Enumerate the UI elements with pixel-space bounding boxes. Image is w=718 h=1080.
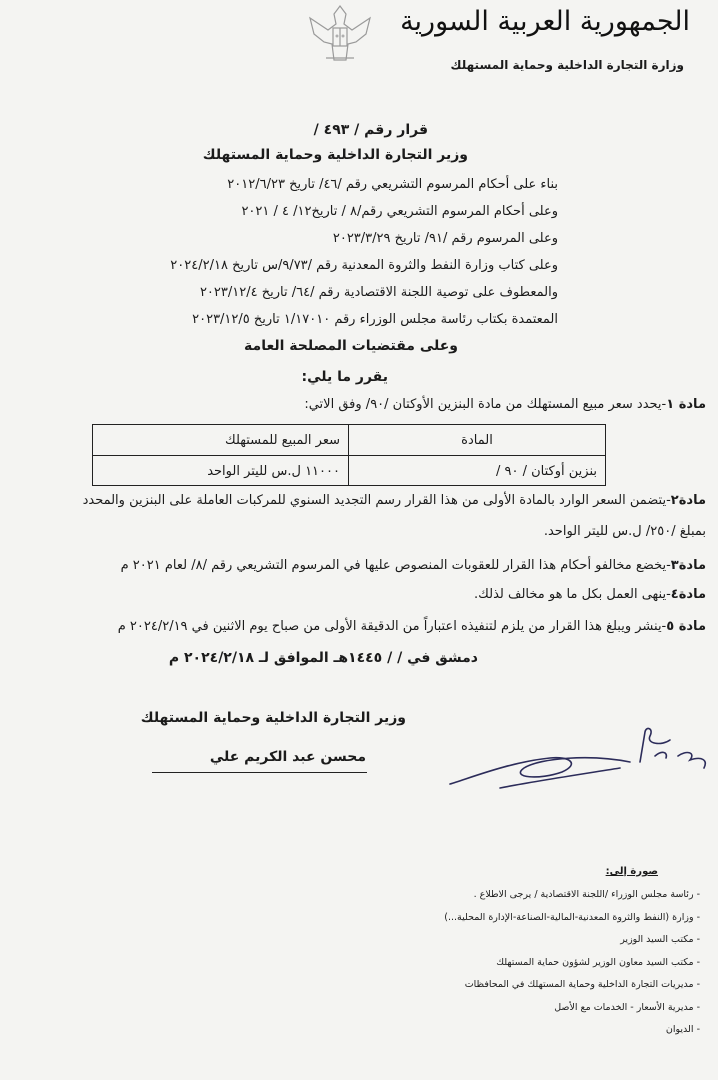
article-2-text: -يتضمن السعر الوارد بالمادة الأولى من هذا القرار رسم التجديد السنوي للمركبات العاملة على البنزين والمحدد [82,493,671,508]
ministry-heading: وزارة التجارة الداخلية وحماية المستهلك [450,58,684,72]
decision-issuer: وزير التجارة الداخلية وحماية المستهلك [202,147,468,163]
article-1 [304,397,706,412]
table-cell-price: ١١٠٠٠ ل.س لليتر الواحد [93,456,349,486]
distribution-title: صورة إلى: [605,866,658,877]
article-5-label: مادة ٥ [666,619,706,634]
list-item: - مديريات التجارة الداخلية وحماية المستهلك في المحافظات [240,974,700,997]
article-2-label: مادة٢ [670,493,706,508]
list-item: - الديوان [240,1019,700,1042]
preamble-line-1: بناء على أحكام المرسوم التشريعي رقم /٤٦/ تاريخ ٢٠١٢/٦/٢٣ [227,177,558,192]
preamble-line-2: وعلى أحكام المرسوم التشريعي رقم/٨ / تاريخ١٢/ ٤ / ٢٠٢١ [241,204,558,219]
article-5-text: -ينشر ويبلغ هذا القرار من يلزم لتنفيذه اعتباراً من الدقيقة الأولى من صباح يوم الاثنين في ٢٠٢٤/٢/١٩ م [117,619,667,634]
article-2 [83,493,706,508]
table-row [93,455,605,486]
syrian-eagle-emblem [300,0,380,66]
signatory-title: وزير التجارة الداخلية وحماية المستهلك [140,710,406,726]
table-header-material: المادة [461,432,493,448]
republic-heading: الجمهورية العربية السورية [400,6,690,37]
list-item: - مكتب السيد الوزير [240,929,700,952]
list-item: - رئاسة مجلس الوزراء /اللجنة الاقتصادية / يرجى الاطلاع . [240,884,700,907]
decides-line: يقرر ما يلي: [301,369,388,385]
distribution-list [240,884,700,1042]
article-3 [121,558,706,573]
preamble-line-4: وعلى كتاب وزارة النفط والثروة المعدنية رقم /٩/٧٣/س تاريخ ٢٠٢٤/٢/١٨ [170,258,558,273]
article-4 [474,587,706,602]
signature-underline [152,772,367,773]
article-3-text: -يخضع مخالفو أحكام هذا القرار للعقوبات المنصوص عليها في المرسوم التشريعي رقم /٨/ لعام ٢٠٢١ م [120,558,671,573]
decision-number: قرار رقم / ٤٩٣ / [313,122,428,138]
preamble-line-3: وعلى المرسوم رقم /٩١/ تاريخ ٢٠٢٣/٣/٢٩ [332,231,558,246]
preamble-line-6: المعتمدة بكتاب رئاسة مجلس الوزراء رقم ١/١٧٠١٠ تاريخ ٢٠٢٣/١٢/٥ [192,312,558,327]
article-1-label: مادة ١ [666,397,706,412]
article-5 [118,619,706,634]
table-cell-material: بنزين أوكتان / ٩٠ / [496,463,597,479]
article-4-text: -ينهى العمل بكل ما هو مخالف لذلك. [474,587,671,602]
article-1-text: -يحدد سعر مبيع المستهلك من مادة البنزين الأوكتان /٩٠/ وفق الاتي: [304,397,667,412]
price-table [92,424,606,486]
article-3-label: مادة٣ [670,558,706,573]
table-header-price: سعر المبيع للمستهلك [93,425,349,455]
table-header-row [93,425,605,455]
list-item: - وزارة (النفط والثروة المعدنية-المالية-الصناعة-الإدارة المحلية...) [240,907,700,930]
article-4-label: مادة٤ [670,587,706,602]
article-2-continuation: بمبلغ /٢٥٠/ ل.س لليتر الواحد. [543,524,706,539]
handwritten-signature [440,722,718,802]
preamble-line-5: والمعطوف على توصية اللجنة الاقتصادية رقم /٦٤/ تاريخ ٢٠٢٣/١٢/٤ [199,285,558,300]
list-item: - مكتب السيد معاون الوزير لشؤون حماية المستهلك [240,952,700,975]
date-line: دمشق في / / ١٤٤٥هـ الموافق لـ ٢٠٢٤/٢/١٨ م [168,650,478,666]
signatory-name: محسن عبد الكريم علي [209,749,366,765]
public-interest-line: وعلى مقتضيات المصلحة العامة [244,338,458,354]
list-item: - مديرية الأسعار - الخدمات مع الأصل [240,997,700,1020]
